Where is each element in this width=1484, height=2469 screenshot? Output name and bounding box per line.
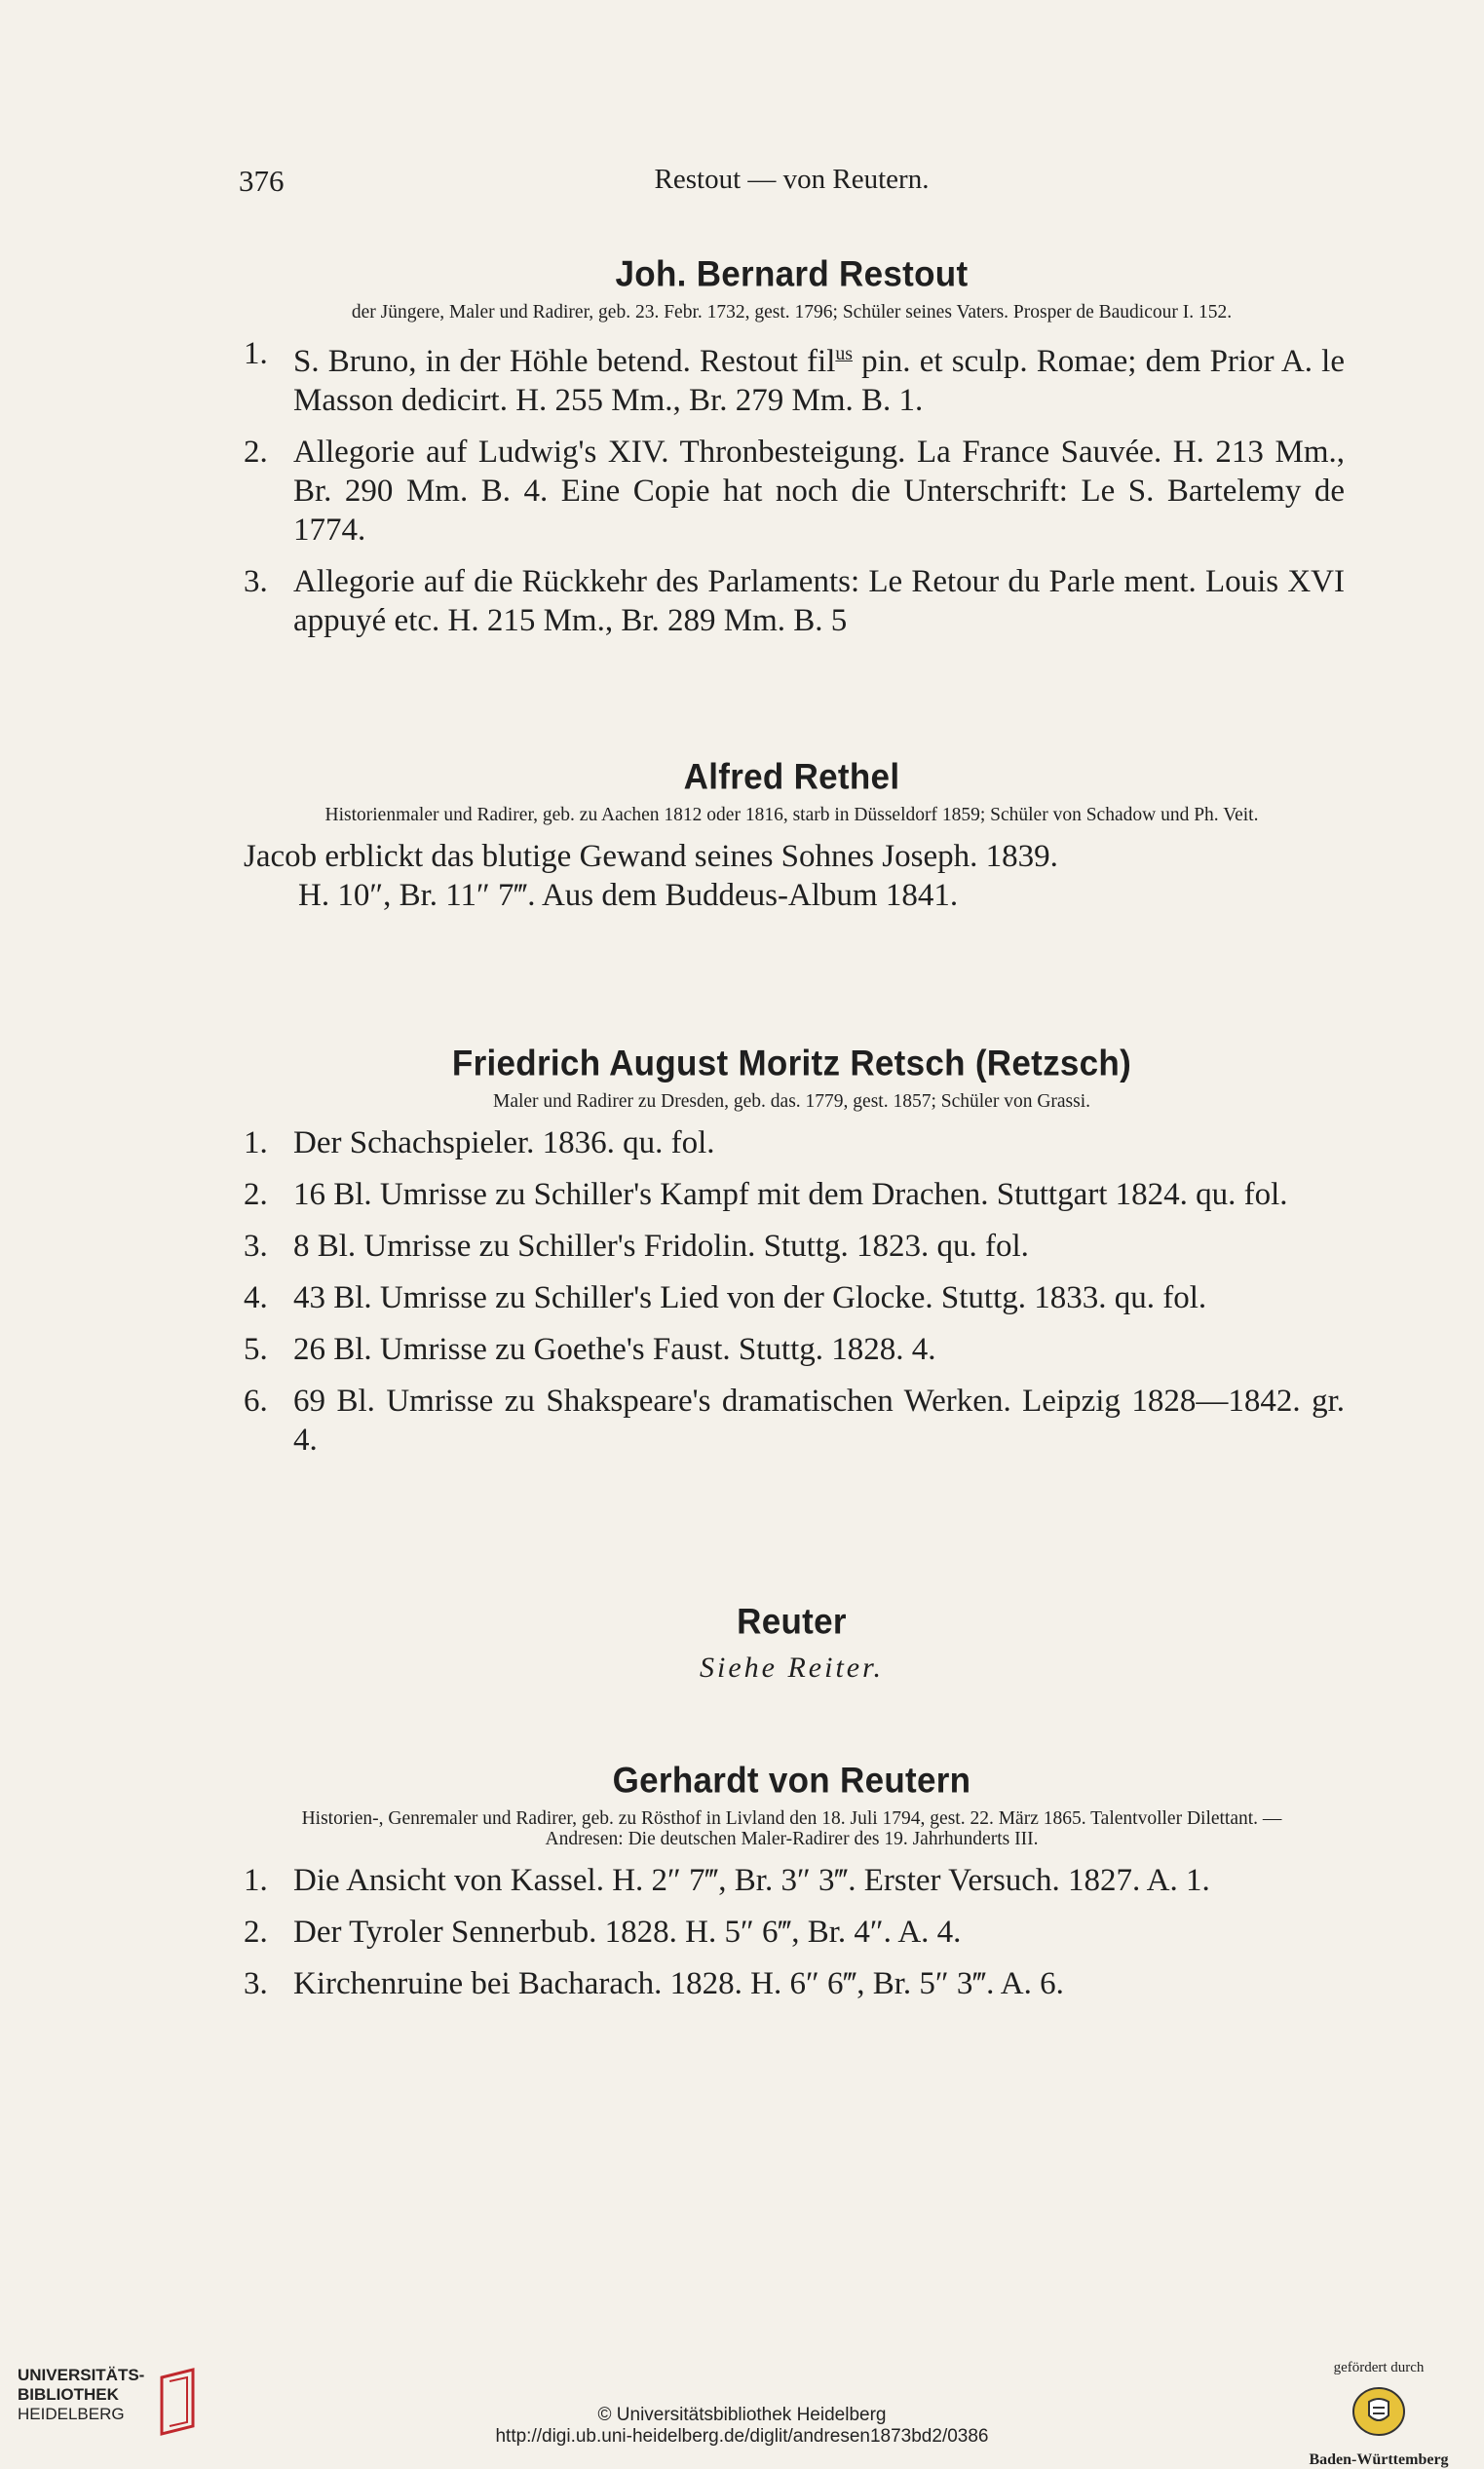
cross-reference: Siehe Reiter. bbox=[700, 1652, 884, 1684]
library-logo[interactable]: UNIVERSITÄTS- BIBLIOTHEK HEIDELBERG bbox=[18, 2366, 212, 2444]
item-text: 26 Bl. Umrisse zu Goethe's Faust. Stuttg. 1828. 4. bbox=[293, 1332, 936, 1367]
entry-title: Friedrich August Moritz Retsch (Retzsch) bbox=[451, 1044, 1132, 1083]
list-item bbox=[239, 1175, 1345, 1214]
item-number: 4. bbox=[244, 1280, 268, 1315]
item-text: 8 Bl. Umrisse zu Schiller's Fridolin. Stuttg. 1823. qu. fol. bbox=[293, 1229, 1029, 1264]
item-number: 3. bbox=[244, 1229, 268, 1264]
item-number: 2. bbox=[244, 1177, 268, 1212]
source-url-link[interactable]: http://digi.ub.uni-heidelberg.de/diglit/andresen1873bd2/0386 bbox=[495, 2426, 989, 2447]
item-text: Der Schachspieler. 1836. qu. fol. bbox=[293, 1125, 715, 1160]
item-number: 2. bbox=[244, 1915, 268, 1950]
list-item bbox=[239, 1278, 1345, 1317]
list-item bbox=[239, 1382, 1345, 1460]
item-text: 16 Bl. Umrisse zu Schiller's Kampf mit dem Drachen. Stuttgart 1824. qu. fol. bbox=[293, 1177, 1288, 1212]
item-number: 2. bbox=[244, 435, 268, 470]
funder-name: Baden-Württemberg bbox=[1309, 2451, 1449, 2468]
item-text: Allegorie auf Ludwig's XIV. Thronbesteigung. La France Sauvée. H. 213 Mm., Br. 290 Mm. B. 4. Eine Copie hat noch die Unterschrift: Le S. Bartelemy de 1774. bbox=[293, 435, 1345, 548]
item-number: 3. bbox=[244, 1966, 268, 2001]
item-number: 5. bbox=[244, 1332, 268, 1367]
entry-title: Gerhardt von Reutern bbox=[612, 1761, 971, 1801]
entry-bio: Historien-, Genremaler und Radirer, geb. zu Rösthof in Livland den 18. Juli 1794, gest. 22. März 1865. Talentvoller Dilettant. — Andresen: Die deutschen Maler-Radirer des 19. Jahrhunderts III. bbox=[301, 1808, 1282, 1849]
list-item bbox=[239, 562, 1345, 640]
list-item bbox=[239, 1913, 1345, 1952]
entry-retsch bbox=[239, 1045, 1345, 1472]
list-item bbox=[239, 1861, 1345, 1900]
item-number: 1. bbox=[244, 336, 268, 371]
entry-von-reutern bbox=[239, 1762, 1345, 2016]
list-item bbox=[239, 1123, 1345, 1162]
entry-rethel bbox=[239, 758, 1345, 915]
item-text: Allegorie auf die Rückkehr des Parlaments: Le Retour du Parle ment. Louis XVI appuyé etc. H. 215 Mm., Br. 289 Mm. B. 5 bbox=[293, 564, 1345, 638]
item-text: 43 Bl. Umrisse zu Schiller's Lied von der Glocke. Stuttg. 1833. qu. fol. bbox=[293, 1280, 1207, 1315]
entry-title: Joh. Bernard Restout bbox=[615, 254, 969, 294]
item-text: 69 Bl. Umrisse zu Shakspeare's dramatischen Werken. Leipzig 1828—1842. gr. 4. bbox=[293, 1384, 1345, 1458]
item-number: 3. bbox=[244, 564, 268, 599]
list-item bbox=[239, 1227, 1345, 1266]
item-number: 1. bbox=[244, 1863, 268, 1898]
list-item bbox=[239, 433, 1345, 550]
entry-reuter bbox=[239, 1603, 1345, 1685]
funder-logo bbox=[1286, 2360, 1471, 2469]
list-item bbox=[239, 1964, 1345, 2003]
item-number: 6. bbox=[244, 1384, 268, 1419]
item-text: Der Tyroler Sennerbub. 1828. H. 5″ 6‴, Br. 4″. A. 4. bbox=[293, 1915, 962, 1950]
entry-bio: Maler und Radirer zu Dresden, geb. das. 1779, gest. 1857; Schüler von Grassi. bbox=[492, 1091, 1091, 1112]
item-text: Kirchenruine bei Bacharach. 1828. H. 6″ 6‴, Br. 5″ 3‴. A. 6. bbox=[293, 1966, 1064, 2001]
entry-text: Jacob erblickt das blutige Gewand seines Sohnes Joseph. 1839. H. 10″, Br. 11″ 7‴. Aus dem Buddeus-Album 1841. bbox=[244, 839, 1058, 913]
footer-credits bbox=[0, 2405, 1484, 2448]
coat-of-arms-icon bbox=[1350, 2382, 1408, 2441]
list-item bbox=[239, 1330, 1345, 1369]
page-number: 376 bbox=[239, 164, 285, 198]
entry-title: Alfred Rethel bbox=[683, 757, 900, 797]
entry-bio: Historienmaler und Radirer, geb. zu Aachen 1812 oder 1816, starb in Düsseldorf 1859; Schüler von Schadow und Ph. Veit. bbox=[324, 805, 1259, 825]
item-text: Die Ansicht von Kassel. H. 2″ 7‴, Br. 3″ 3‴. Erster Versuch. 1827. A. 1. bbox=[293, 1863, 1210, 1898]
funded-by-label: gefördert durch bbox=[1333, 2360, 1425, 2375]
entry-title: Reuter bbox=[737, 1602, 847, 1642]
item-number: 1. bbox=[244, 1125, 268, 1160]
entry-bio: der Jüngere, Maler und Radirer, geb. 23. Febr. 1732, gest. 1796; Schüler seines Vaters. Prosper de Baudicour I. 152. bbox=[351, 302, 1233, 323]
running-title: Restout — von Reutern. bbox=[654, 164, 930, 195]
copyright-text: © Universitätsbibliothek Heidelberg bbox=[597, 2405, 887, 2425]
entry-restout bbox=[239, 255, 1345, 653]
list-item: 1. S. Bruno, in der Höhle betend. Restout fil$^{us}$ pin. et sculp. Romae; dem Prior A. le Masson dedicirt. H. 255 Mm., Br. 279 Mm. B. 1. bbox=[244, 336, 1345, 418]
